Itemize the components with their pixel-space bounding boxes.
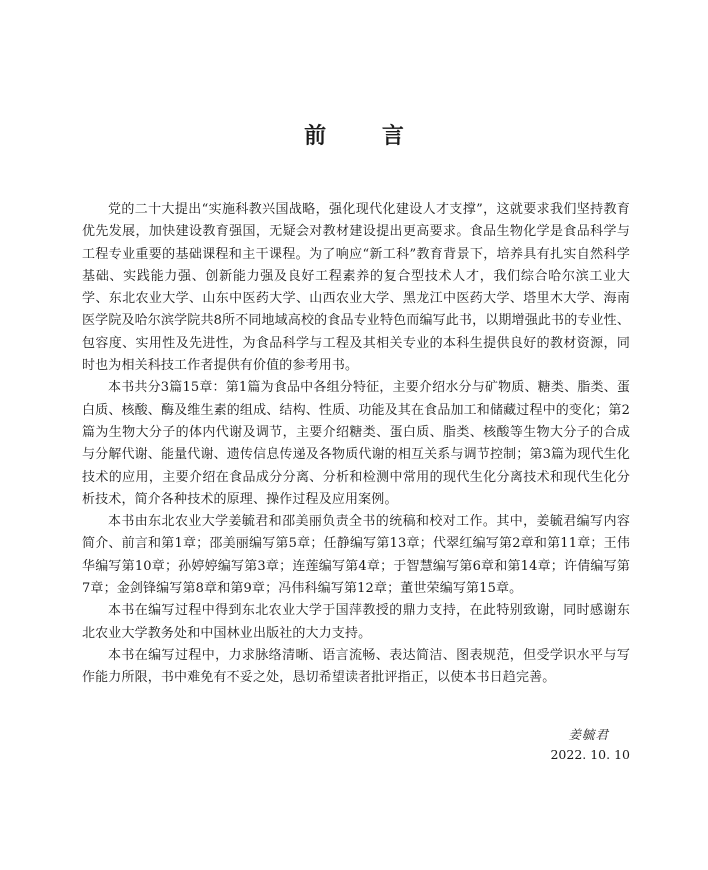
author-signature: 姜毓君: [568, 727, 609, 742]
paragraph-4: 本书在编写过程中得到东北农业大学于国萍教授的鼎力支持，在此特别致谢，同时感谢东北农业大学教务处和中国林业出版社的大力支持。: [82, 603, 630, 641]
paragraph-5: 本书在编写过程中，力求脉络清晰、语言流畅、表达简洁、图表规范，但受学识水平与写作能力所限，书中难免有不妥之处，恳切希望读者批评指正，以使本书日趋完善。: [82, 647, 630, 686]
paragraph-3: 本书由东北农业大学姜毓君和邵美丽负责全书的统稿和校对工作。其中，姜毓君编写内容简介、前言和第1章；邵美丽编写第5章；任静编写第13章；代翠红编写第2章和第11章；王伟华编写第10章；孙婷婷编写第3章；连莲编写第4章；于智慧编写第6章和第14章；许倩编写第7章；金剑锋编写第8章和第9章；冯伟科编写第12章；董世荣编写第15章。: [82, 514, 630, 597]
signature-date: 2022. 10. 10: [550, 747, 630, 762]
preface-body: [82, 199, 630, 690]
paragraph-1: 党的二十大提出“实施科教兴国战略，强化现代化建设人才支撑”，这就要求我们坚持教育优先发展，加快建设教育强国，无疑会对教材建设提出更高要求。食品生物化学是食品科学与工程专业重要的基础课程和主干课程。为了响应“新工科”教育背景下，培养具有扎实自然科学基础、实践能力强、创新能力强及良好工程素养的复合型技术人才，我们综合哈尔滨工业大学、东北农业大学、山东中医药大学、山西农业大学、黑龙江中医药大学、塔里木大学、海南医学院及哈尔滨学院共8所不同地域高校的食品专业特色而编写此书，以期增强此书的专业性、包容度、实用性及先进性，为食品科学与工程及其相关专业的本科生提供良好的教材资源，同时也为相关科技工作者提供有价值的参考用书。: [82, 202, 630, 374]
page-title: 前 言: [304, 124, 428, 149]
paragraph-2: 本书共分3篇15章：第1篇为食品中各组分特征，主要介绍水分与矿物质、糖类、脂类、蛋白质、核酸、酶及维生素的组成、结构、性质、功能及其在食品加工和储藏过程中的变化；第2篇为生物大分子的体内代谢及调节，主要介绍糖类、蛋白质、脂类、核酸等生物大分子的合成与分解代谢、能量代谢、遗传信息传递及各物质代谢的相互关系与调节控制；第3篇为现代生化技术的应用，主要介绍在食品成分分离、分析和检测中常用的现代生化分离技术和现代生化分析技术，简介各种技术的原理、操作过程及应用案例。: [82, 380, 630, 507]
